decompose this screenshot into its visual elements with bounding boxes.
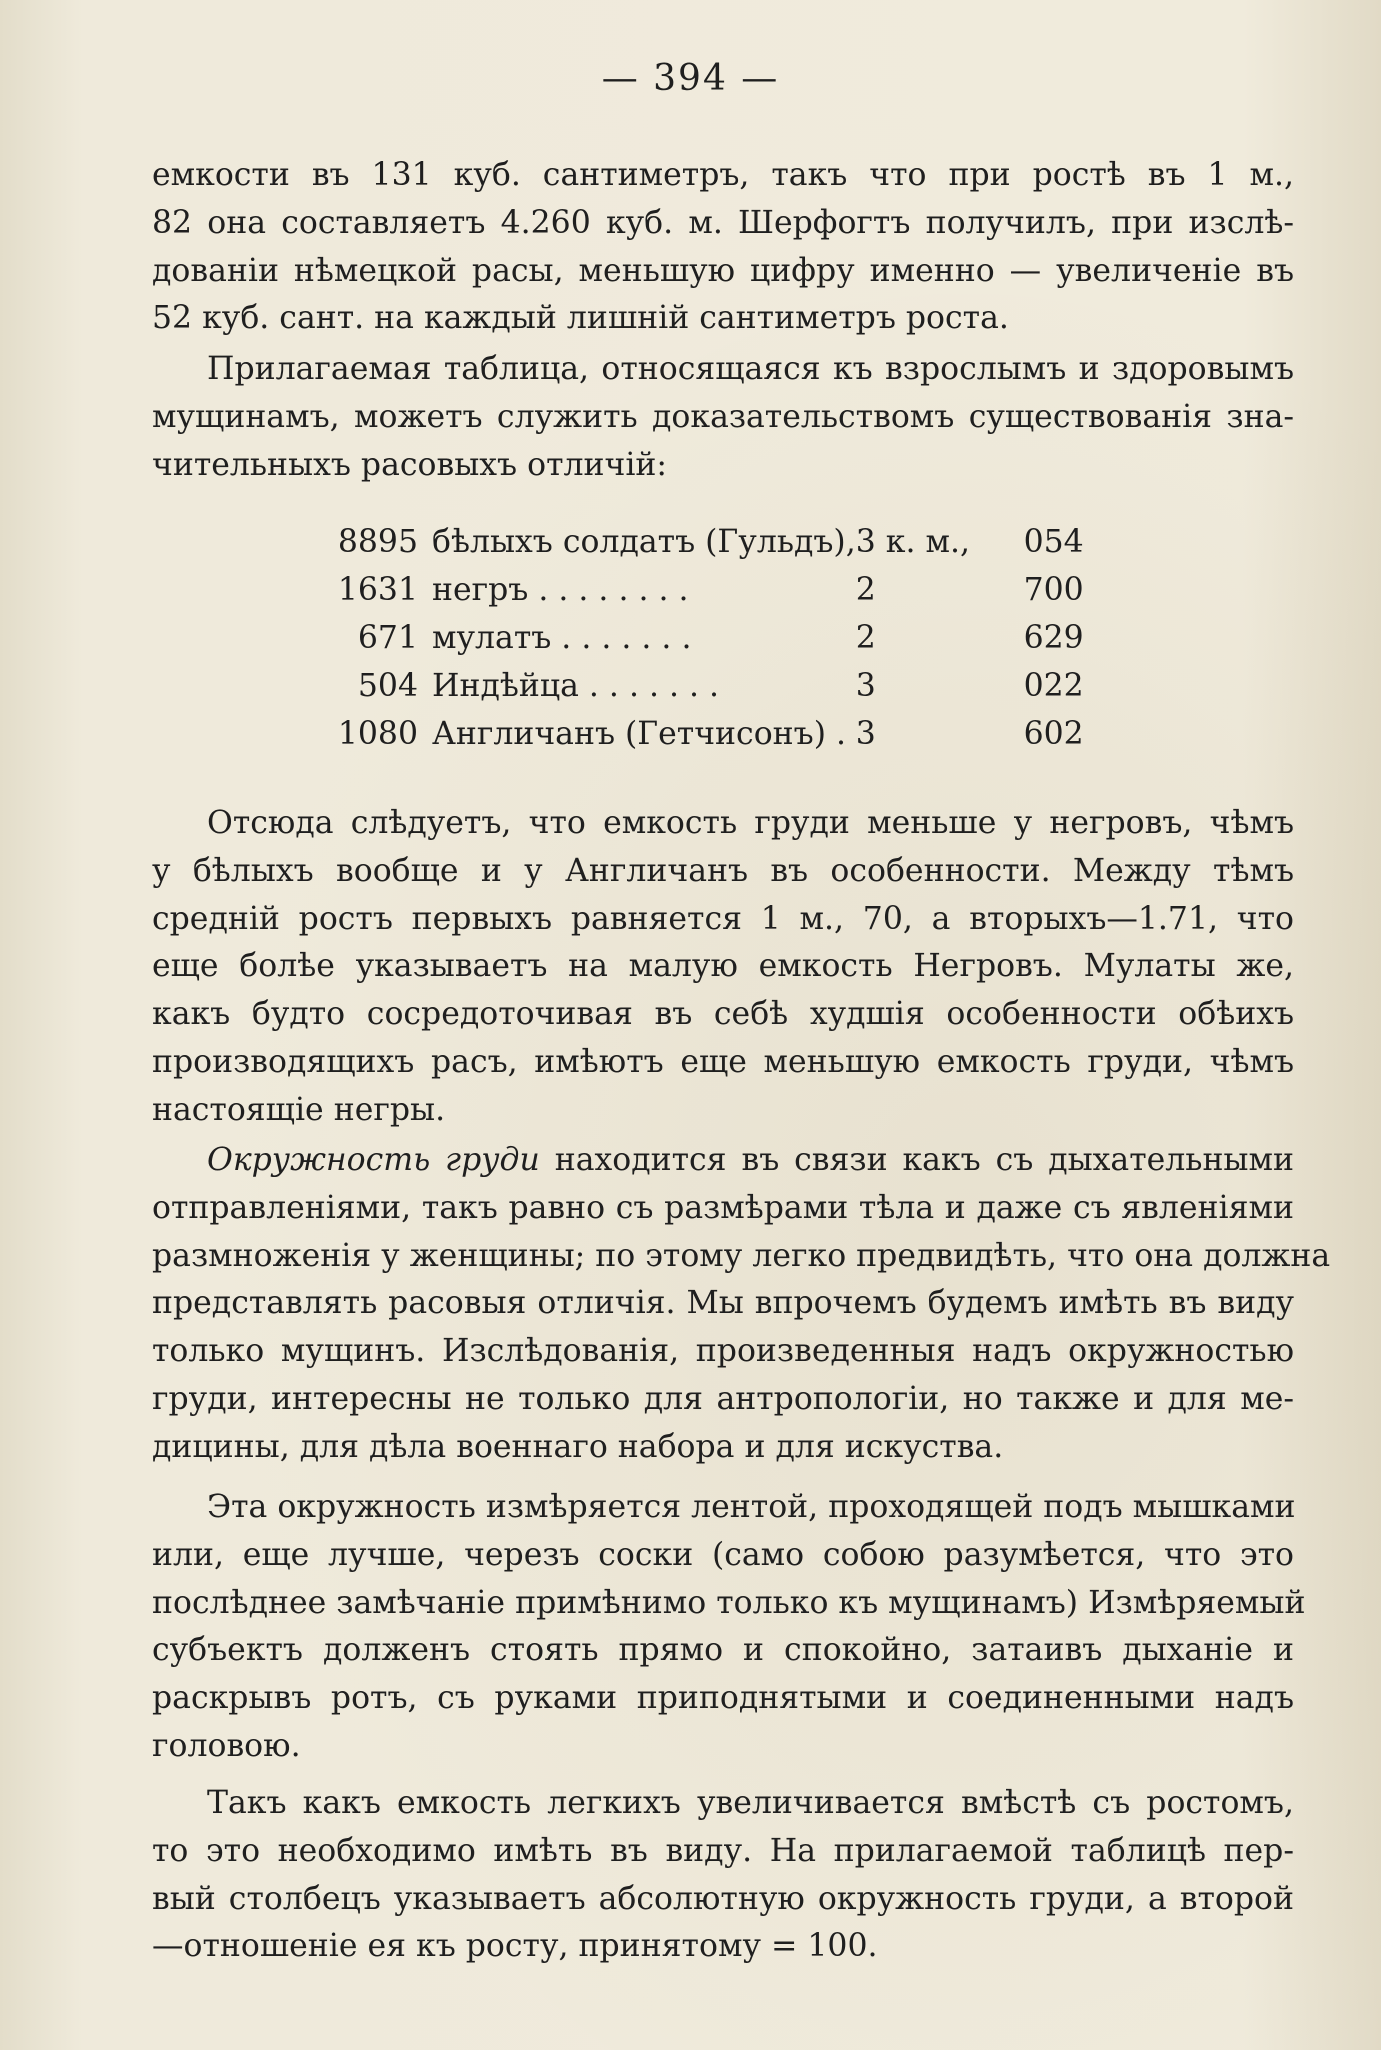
- text-line: вый столбецъ указываетъ абсолютную окружность груди, а второй: [152, 1880, 1294, 1917]
- text-line: послѣднее замѣчаніе примѣнимо только къ мущинамъ) Измѣряемый: [152, 1584, 1306, 1621]
- paragraph-chest-capacity: [152, 152, 1294, 343]
- table-cell-label: бѣлыхъ солдатъ (Гульдъ),: [432, 524, 856, 560]
- table-cell-count: 1080: [337, 716, 418, 752]
- table-cell-label: мулатъ . . . . . . .: [432, 620, 692, 656]
- text-line: 82 она составляетъ 4.260 куб. м. Шерфогтъ получилъ, при изслѣ-: [152, 204, 1294, 241]
- table-cell-value-a: 2: [855, 620, 876, 656]
- table-cell-value-a: 2: [855, 572, 876, 608]
- text-line: производящихъ расъ, имѣютъ еще меньшую емкость груди, чѣмъ: [152, 1043, 1294, 1080]
- text-line: настоящіе негры.: [152, 1091, 446, 1128]
- table-row: [320, 614, 1084, 662]
- text-line: 52 куб. сант. на каждый лишній сантиметръ роста.: [152, 300, 1009, 337]
- page-number: — 394 —: [601, 58, 780, 99]
- text-line: представлять расовыя отличія. Мы впрочемъ будемъ имѣть въ виду: [152, 1285, 1294, 1322]
- text-line: размноженія у женщины; по этому легко предвидѣть, что она должна: [152, 1237, 1331, 1274]
- text-line: груди, интересны не только для антропологіи, но также и для ме-: [152, 1380, 1294, 1417]
- text-line: у бѣлыхъ вообще и у Англичанъ въ особенности. Между тѣмъ: [152, 852, 1294, 889]
- text-line: Такъ какъ емкость легкихъ увеличивается вмѣстѣ съ ростомъ,: [207, 1785, 1294, 1821]
- table-cell-value-a: 3: [855, 668, 876, 704]
- text-fragment: находится въ связи какъ съ дыхательными: [554, 1142, 1295, 1178]
- text-line: емкости въ 131 куб. сантиметръ, такъ что при ростѣ въ 1 м.,: [152, 157, 1294, 193]
- table-cell-count: 504: [357, 668, 418, 704]
- table-row: [320, 710, 1084, 758]
- table-cell-value-a: 3 к. м.,: [855, 524, 971, 560]
- text-line: или, еще лучше, черезъ соски (само собою разумѣется, что это: [152, 1536, 1294, 1573]
- text-line: еще болѣе указываетъ на малую емкость Негровъ. Мулаты же,: [152, 948, 1294, 985]
- text-line: Эта окружность измѣряется лентой, проходящей подъ мышками: [207, 1489, 1296, 1525]
- text-line: —отношеніе ея къ росту, принятому = 100.: [152, 1928, 878, 1965]
- text-line: субъектъ долженъ стоять прямо и спокойно, затаивъ дыханіе и: [152, 1632, 1294, 1669]
- text-line: только мущинъ. Изслѣдованія, произведенныя надъ окружностью: [152, 1333, 1294, 1370]
- text-line: раскрывъ ротъ, съ руками приподнятыми и соединенными надъ: [152, 1680, 1294, 1717]
- table-row: [320, 566, 1084, 614]
- table-cell-count: 1631: [337, 572, 418, 608]
- table-cell-count: 8895: [337, 524, 418, 560]
- table-cell-label: негръ . . . . . . . .: [432, 572, 689, 608]
- table-cell-value-b: 602: [1023, 716, 1084, 752]
- text-line: дованіи нѣмецкой расы, меньшую цифру именно — увеличеніе въ: [152, 252, 1294, 289]
- text-line: мущинамъ, можетъ служить доказательствомъ существованія зна-: [152, 398, 1294, 435]
- table-cell-value-b: 629: [1023, 620, 1084, 656]
- table-row: [320, 518, 1084, 566]
- text-line: Отсюда слѣдуетъ, что емкость груди меньше у негровъ, чѣмъ: [207, 805, 1294, 841]
- italic-term: Окружность груди: [207, 1142, 540, 1178]
- paragraph-measurement-method: [152, 1484, 1306, 1771]
- text-line: какъ будто сосредоточивая въ себѣ худшія особенности обѣихъ: [152, 996, 1294, 1033]
- table-cell-label: Англичанъ (Гетчисонъ) .: [432, 716, 847, 752]
- text-line: чительныхъ расовыхъ отличій:: [152, 446, 668, 483]
- text-line: отправленіями, такъ равно съ размѣрами тѣла и даже съ явленіями: [152, 1189, 1294, 1226]
- text-line: Прилагаемая таблица, относящаяся къ взрослымъ и здоровымъ: [207, 351, 1294, 387]
- table-cell-value-a: 3: [855, 716, 876, 752]
- table-cell-count: 671: [357, 620, 418, 656]
- table-row: [320, 662, 1084, 710]
- table-cell-value-b: 700: [1023, 572, 1084, 608]
- table-cell-value-b: 022: [1023, 668, 1084, 704]
- text-line: головою.: [152, 1727, 301, 1764]
- text-line: средній ростъ первыхъ равняется 1 м., 70, а вторыхъ—1.71, что: [152, 900, 1294, 937]
- paragraph-lung-capacity: [152, 1780, 1294, 1971]
- text-line: дицины, для дѣла военнаго набора и для искуства.: [152, 1428, 1004, 1465]
- paragraph-chest-circumference: [152, 1137, 1331, 1472]
- paragraph-table-intro: [152, 346, 1294, 489]
- text-line: [152, 1137, 1294, 1185]
- table-cell-value-b: 054: [1023, 524, 1084, 560]
- paragraph-conclusion: [152, 800, 1294, 1135]
- text-line: то это необходимо имѣть въ виду. На прилагаемой таблицѣ пер-: [152, 1832, 1294, 1869]
- race-capacity-table: [320, 518, 1084, 758]
- table-cell-label: Индѣйца . . . . . . .: [432, 668, 720, 704]
